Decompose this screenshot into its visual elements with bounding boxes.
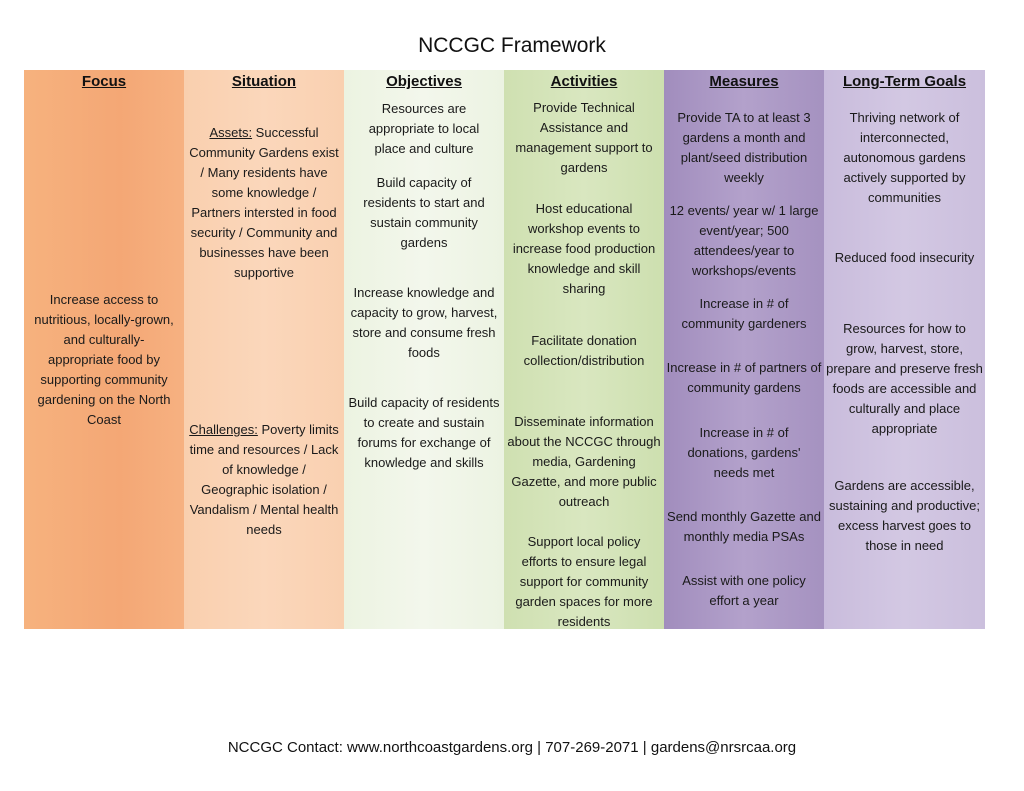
assets-text: Successful Community Gardens exist / Many residents have some knowledge / Partners intersted in food security / Community and businesses have been supportive — [189, 125, 339, 280]
measures-item: Provide TA to at least 3 gardens a month and plant/seed distribution weekly — [677, 110, 811, 185]
situation-challenges — [188, 420, 340, 540]
focus-heading: Focus — [81, 73, 127, 90]
focus-column — [24, 70, 184, 629]
activities-column — [504, 70, 664, 629]
measures-item: Increase in # of community gardeners — [681, 296, 807, 331]
situation-assets — [188, 123, 340, 283]
measures-item: Assist with one policy effort a year — [682, 573, 806, 608]
measures-column — [664, 70, 824, 629]
measures-item: Send monthly Gazette and monthly media PSAs — [667, 509, 821, 544]
activities-item: Provide Technical Assistance and management support to gardens — [515, 100, 653, 175]
activities-item: Support local policy efforts to ensure legal support for community garden spaces for more residents — [515, 534, 653, 629]
activities-item: Disseminate information about the NCCGC through media, Gardening Gazette, and more public outreach — [507, 414, 661, 509]
focus-text: Increase access to nutritious, locally-grown, and culturally-appropriate food by supporting community gardening on the North Coast — [34, 292, 174, 427]
measures-heading: Measures — [709, 73, 779, 90]
activities-item: Host educational workshop events to increase food production knowledge and skill sharing — [512, 201, 656, 296]
goals-item: Reduced food insecurity — [834, 250, 975, 265]
objectives-column — [344, 70, 504, 629]
page-title: NCCGC Framework — [418, 34, 606, 57]
objectives-item: Increase knowledge and capacity to grow, harvest, store and consume fresh foods — [350, 285, 498, 360]
challenges-text: Poverty limits time and resources / Lack of knowledge / Geographic isolation / Vandalism / Mental health needs — [189, 422, 339, 537]
situation-column — [184, 70, 344, 629]
goals-item: Gardens are accessible, sustaining and productive; excess harvest goes to those in need — [828, 478, 981, 553]
activities-item: Facilitate donation collection/distribution — [523, 333, 645, 368]
contact-footer: NCCGC Contact: www.northcoastgardens.org | 707-269-2071 | gardens@nrsrcaa.org — [227, 739, 797, 756]
goals-heading: Long-Term Goals — [842, 73, 967, 90]
challenges-label: Challenges: — [189, 422, 258, 437]
measures-item: Increase in # of partners of community gardens — [666, 360, 822, 395]
measures-item: Increase in # of donations, gardens' needs met — [687, 425, 801, 480]
situation-heading: Situation — [231, 73, 297, 90]
activities-heading: Activities — [550, 73, 618, 90]
objectives-item: Build capacity of residents to start and sustain community gardens — [363, 175, 485, 250]
measures-item: 12 events/ year w/ 1 large event/year; 500 attendees/year to workshops/events — [669, 203, 819, 278]
framework-table — [24, 70, 985, 629]
goals-item: Resources for how to grow, harvest, store, prepare and preserve fresh foods are accessible and culturally and place appropriate — [826, 321, 983, 436]
objectives-heading: Objectives — [386, 73, 462, 90]
objectives-item: Build capacity of residents to create and sustain forums for exchange of knowledge and skills — [348, 395, 500, 470]
goals-column — [824, 70, 985, 629]
assets-label: Assets: — [209, 125, 253, 140]
goals-item: Thriving network of interconnected, autonomous gardens actively supported by communities — [843, 110, 966, 205]
objectives-item: Resources are appropriate to local place and culture — [368, 101, 480, 156]
